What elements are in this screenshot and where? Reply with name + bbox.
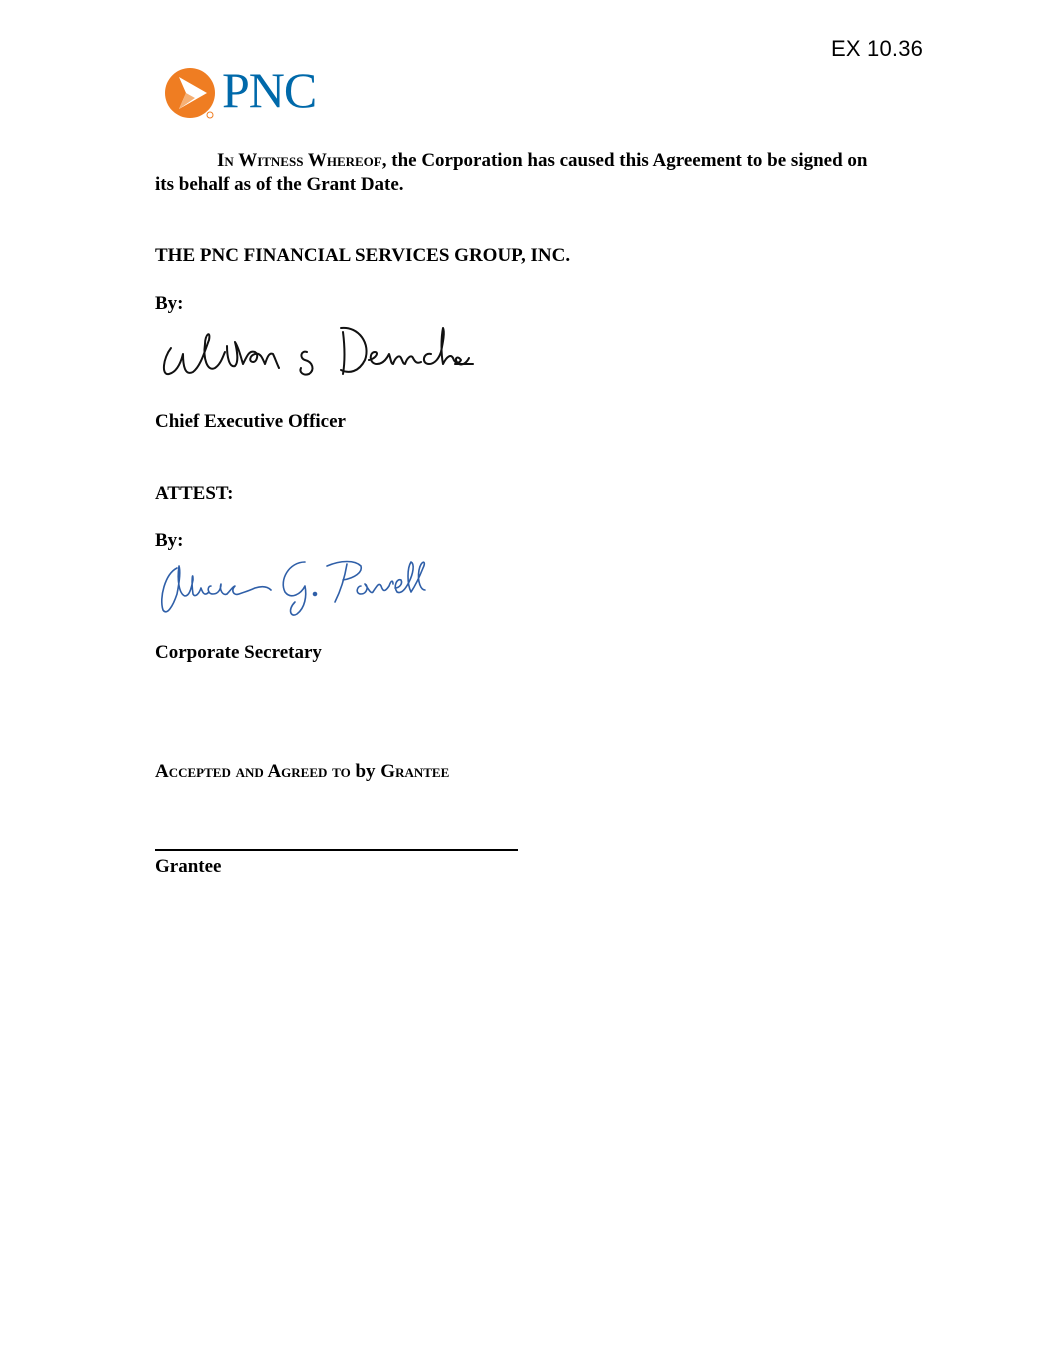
secretary-signature xyxy=(155,550,435,620)
corporation-name: THE PNC FINANCIAL SERVICES GROUP, INC. xyxy=(155,245,571,266)
ceo-by-label: By: xyxy=(155,293,184,314)
attest-label: ATTEST: xyxy=(155,483,234,504)
pnc-triangle-logo-icon xyxy=(164,66,218,120)
witness-text: , the Corporation has caused this Agreement to be signed on its behalf as of the Grant Date. xyxy=(155,150,868,195)
acceptance-label-part1: Accepted and Agreed to xyxy=(155,761,351,782)
logo-wordmark: PNC xyxy=(222,62,317,118)
ceo-signature xyxy=(155,318,475,384)
pnc-logo xyxy=(164,62,338,120)
secretary-title: Corporate Secretary xyxy=(155,642,322,663)
grantee-label: Grantee xyxy=(155,856,222,877)
witness-lead-in: In Witness Whereof xyxy=(217,150,382,171)
secretary-by-label: By: xyxy=(155,530,184,551)
exhibit-label: EX 10.36 xyxy=(831,36,924,61)
acceptance-label xyxy=(155,760,449,784)
ceo-title: Chief Executive Officer xyxy=(155,411,346,432)
acceptance-label-part3: Grantee xyxy=(380,761,450,782)
witness-paragraph xyxy=(155,149,875,197)
grantee-signature-line xyxy=(155,849,518,851)
acceptance-label-part2: by xyxy=(350,761,381,782)
